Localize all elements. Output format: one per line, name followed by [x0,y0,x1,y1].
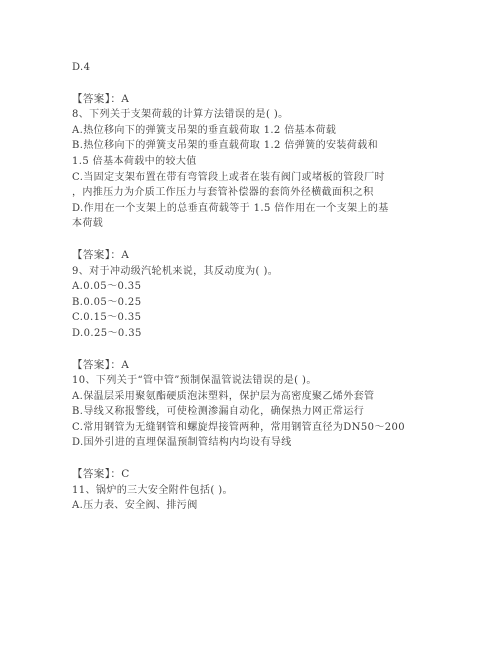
paragraph-gap [72,76,442,92]
option-line: A.0.05～0.35 [72,281,142,293]
option-line: 1.5 倍基本荷载中的较大值 [72,155,197,167]
option-line: C.常用钢管为无缝钢管和螺旋焊接管两种，常用钢管直径为DN50～200 [72,421,406,433]
answer-line: 【答案】：A [72,248,130,261]
option-line: A.保温层采用聚氨酯硬质泡沫塑料，保护层为高密度聚乙烯外套管 [72,390,375,402]
question-line: 8、下列关于支架荷载的计算方法错误的是( )。 [72,109,289,121]
option-line: D.4 [72,62,91,73]
option-line: 本荷载 [72,218,104,230]
option-line: B.0.05～0.25 [72,296,142,308]
answer-line: 【答案】：C [72,468,130,481]
option-line: D.国外引进的直埋保温预制管结构内均设有导线 [72,437,292,449]
option-line: C.当固定支架布置在带有弯管段上或者在装有阀门或堵板的管段厂时 [72,171,385,183]
option-line: D.0.25～0.35 [72,327,142,339]
question-line: 10、下列关于“管中管”预制保温管说法错误的是( )。 [72,375,317,387]
option-line: ，内推压力为介质工作压力与套管补偿器的套筒外径横截面积之积 [72,187,374,199]
paragraph-gap [72,232,442,248]
option-line: C.0.15～0.35 [72,312,142,324]
option-line: B.热位移向下的弹簧支吊架的垂直载荷取 1.2 倍弹簧的安装荷载和 [72,140,378,152]
paragraph-gap [72,451,442,467]
answer-line: 【答案】：A [72,92,130,105]
option-line: D.作用在一个支架上的总垂直荷载等于 1.5 倍作用在一个支架上的基 [72,202,389,214]
question-line: 9、对于冲动级汽轮机来说，其反动度为( )。 [72,265,279,277]
option-line: A.热位移向下的弹簧支吊架的垂直载荷取 1.2 倍基本荷载 [72,124,337,136]
option-line: A.压力表、安全阀、排污阀 [72,500,198,512]
paragraph-gap [72,342,442,358]
answer-line: 【答案】：A [72,358,130,371]
option-line: B.导线又称报警线，可使检测渗漏自动化，确保热力网正常运行 [72,406,365,418]
document-page [72,60,442,514]
question-line: 11、锅炉的三大安全附件包括( )。 [72,484,233,496]
